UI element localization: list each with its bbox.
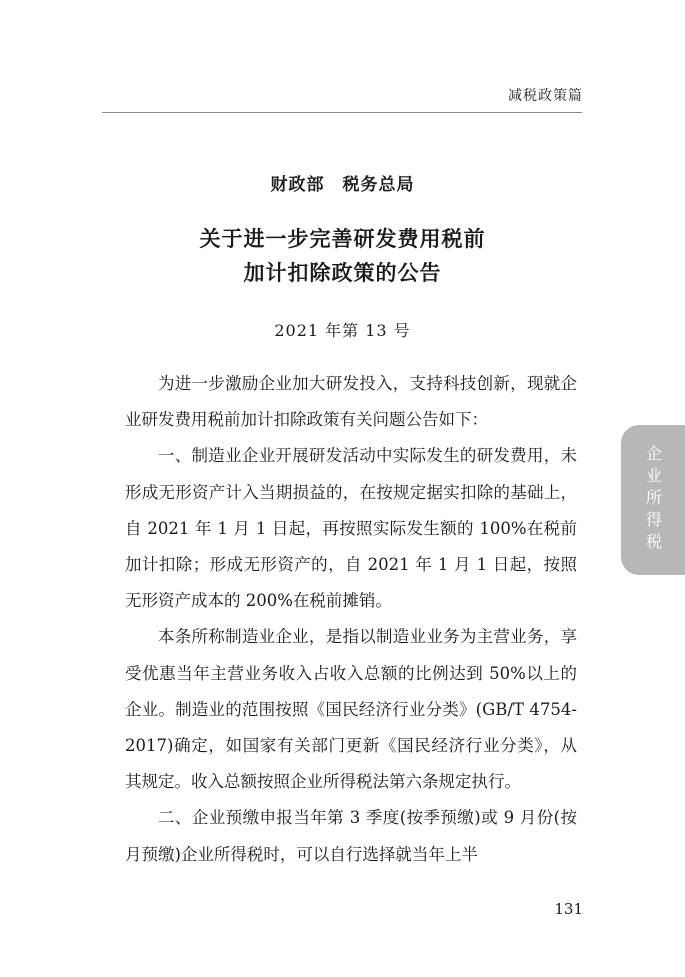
paragraph-article-2: 二、企业预缴申报当年第 3 季度(按季预缴)或 9 月份(按月预缴)企业所得税时，可以自行选择就当年上半 [125, 808, 577, 864]
document-number: 2021 年第 13 号 [274, 321, 411, 340]
header-rule [102, 112, 582, 113]
body-text [125, 366, 577, 873]
paragraph-intro: 为进一步激励企业加大研发投入，支持科技创新，现就企业研发费用税前加计扣除政策有关问题公告如下： [125, 374, 577, 430]
running-head: 减税政策篇 [508, 88, 583, 104]
paragraph-article-1: 一、制造业企业开展研发活动中实际发生的研发费用，未形成无形资产计入当期损益的，在按规定据实扣除的基础上，自 2021 年 1 月 1 日起，再按照实际发生额的 100%在税前加计扣除；形成无形资产的，自 2021 年 1 月 1 日起，按照无形资产成本的 200%在税前摊销。 [125, 446, 577, 611]
document-title [0, 222, 685, 290]
side-tab-label: 企业所得税 [643, 445, 663, 555]
section-side-tab [621, 425, 685, 575]
paragraph-definition: 本条所称制造业企业，是指以制造业业务为主营业务，享受优惠当年主营业务收入占收入总额的比例达到 50%以上的企业。制造业的范围按照《国民经济行业分类》(GB/T 4754-2017)确定，如国家有关部门更新《国民经济行业分类》，从其规定。收入总额按照企业所得税法第六条规定执行。 [125, 627, 577, 792]
title-line-2: 加计扣除政策的公告 [243, 261, 442, 285]
page-number: 131 [554, 900, 583, 918]
issuer: 财政部 税务总局 [270, 175, 415, 195]
title-line-1: 关于进一步完善研发费用税前 [199, 227, 486, 251]
